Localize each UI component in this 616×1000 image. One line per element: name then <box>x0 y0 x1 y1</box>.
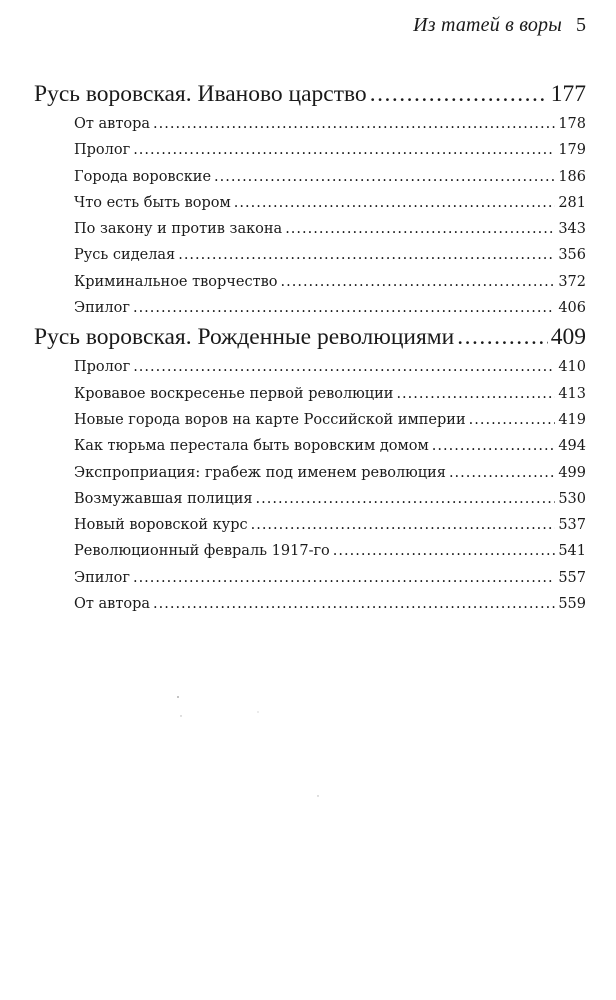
dot-leader <box>133 295 555 321</box>
dot-leader <box>370 78 548 111</box>
dot-leader <box>234 190 556 216</box>
toc-chapter-entry[interactable] <box>34 295 586 321</box>
dot-leader <box>449 460 555 486</box>
toc-part-entry[interactable] <box>34 78 586 111</box>
toc-chapter-title: От автора <box>74 596 151 613</box>
table-of-contents <box>34 78 586 617</box>
toc-chapter-entry[interactable] <box>34 137 586 163</box>
toc-page-number: 413 <box>558 385 586 402</box>
toc-page-number: 372 <box>558 273 586 290</box>
toc-page-number: 530 <box>558 490 586 507</box>
toc-chapter-entry[interactable] <box>34 269 586 295</box>
toc-chapter-entry[interactable] <box>34 407 586 433</box>
toc-chapter-entry[interactable] <box>34 433 586 459</box>
toc-chapter-title: Города воровские <box>74 168 212 185</box>
toc-page-number: 343 <box>558 221 586 238</box>
toc-page-number: 410 <box>558 359 586 376</box>
toc-part-entry[interactable] <box>34 321 586 354</box>
toc-chapter-title: Возмужавшая полиция <box>74 490 253 507</box>
toc-page-number: 494 <box>558 438 586 455</box>
toc-chapter-entry[interactable] <box>34 381 586 407</box>
toc-page-number: 178 <box>558 116 586 132</box>
page-header <box>413 14 586 37</box>
toc-page-number: 406 <box>558 300 586 317</box>
dust-speck <box>317 795 318 796</box>
page-number: 5 <box>576 14 586 36</box>
toc-page-number: 499 <box>558 464 586 481</box>
toc-page-number: 419 <box>558 411 586 428</box>
toc-chapter-title: Пролог <box>74 142 131 159</box>
toc-chapter-title: Новые города воров на карте Российской империи <box>74 411 466 428</box>
toc-page-number: 557 <box>558 569 586 586</box>
toc-chapter-title: Криминальное творчество <box>74 273 278 290</box>
dot-leader <box>396 381 555 407</box>
toc-chapter-entry[interactable] <box>34 486 586 512</box>
toc-chapter-title: Революционный февраль 1917-го <box>74 543 330 560</box>
toc-chapter-entry[interactable] <box>34 460 586 486</box>
dust-speck <box>177 696 179 698</box>
dot-leader <box>214 164 555 190</box>
running-title: Из татей в воры <box>413 14 562 36</box>
dot-leader <box>153 111 555 137</box>
dot-leader <box>457 321 548 354</box>
toc-chapter-title: От автора <box>74 116 151 132</box>
toc-chapter-entry[interactable] <box>34 164 586 190</box>
toc-page-number: 409 <box>550 324 586 351</box>
toc-chapter-entry[interactable] <box>34 565 586 591</box>
toc-chapter-title: Что есть быть вором <box>74 194 231 211</box>
toc-chapter-entry[interactable] <box>34 216 586 242</box>
toc-chapter-entry[interactable] <box>34 538 586 564</box>
toc-page-number: 559 <box>558 596 586 613</box>
dot-leader <box>469 407 556 433</box>
dot-leader <box>432 433 556 459</box>
dot-leader <box>133 565 555 591</box>
toc-page-number: 356 <box>558 247 586 264</box>
dot-leader <box>281 269 556 295</box>
toc-chapter-title: Новый воровской курс <box>74 517 248 534</box>
toc-chapter-title: Эпилог <box>74 569 130 586</box>
toc-page-number: 177 <box>550 81 586 107</box>
dot-leader <box>178 242 555 268</box>
toc-chapter-title: Пролог <box>74 359 131 376</box>
toc-chapter-entry[interactable] <box>34 354 586 380</box>
toc-chapter-title: Кровавое воскресенье первой революции <box>74 385 394 402</box>
toc-page-number: 281 <box>558 194 586 211</box>
toc-chapter-entry[interactable] <box>34 242 586 268</box>
dot-leader <box>256 486 556 512</box>
toc-part-title: Русь воровская. Иваново царство <box>34 81 367 107</box>
toc-part-title: Русь воровская. Рожденные революциями <box>34 324 455 351</box>
toc-chapter-title: По закону и против закона <box>74 221 283 238</box>
dot-leader <box>333 538 556 564</box>
dot-leader <box>153 591 555 617</box>
dot-leader <box>285 216 555 242</box>
toc-page-number: 541 <box>558 543 586 560</box>
toc-chapter-title: Как тюрьма перестала быть воровским домом <box>74 438 429 455</box>
dot-leader <box>251 512 556 538</box>
toc-page-number: 186 <box>558 168 586 185</box>
dust-speck <box>180 715 181 716</box>
toc-page-number: 179 <box>558 142 586 159</box>
toc-chapter-entry[interactable] <box>34 512 586 538</box>
toc-chapter-title: Эпилог <box>74 300 130 317</box>
dust-speck <box>257 711 258 712</box>
dot-leader <box>133 137 555 163</box>
toc-page-number: 537 <box>558 517 586 534</box>
toc-chapter-entry[interactable] <box>34 111 586 137</box>
toc-chapter-title: Экспроприация: грабеж под именем революция <box>74 464 446 481</box>
dot-leader <box>133 354 555 380</box>
toc-chapter-entry[interactable] <box>34 190 586 216</box>
toc-chapter-entry[interactable] <box>34 591 586 617</box>
toc-chapter-title: Русь сиделая <box>74 247 176 264</box>
